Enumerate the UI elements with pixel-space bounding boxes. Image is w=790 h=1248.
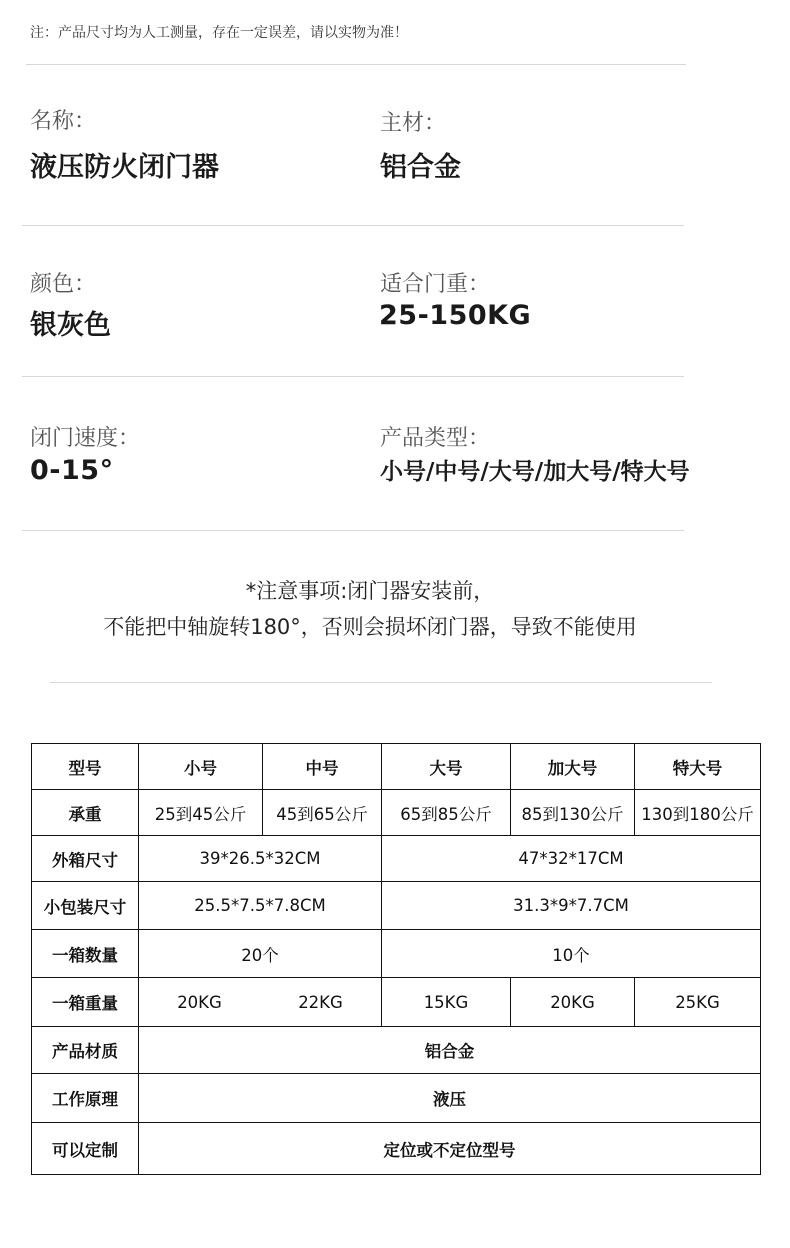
table-cell: 15KG xyxy=(382,978,511,1027)
closing-speed-value: 0-15° xyxy=(30,455,114,486)
table-cell: 25KG xyxy=(635,978,761,1027)
row-label: 工作原理 xyxy=(32,1074,139,1123)
divider xyxy=(26,64,686,65)
header-cell: 加大号 xyxy=(511,744,635,790)
table-cell: 85到130公斤 xyxy=(511,790,635,836)
product-type-label: 产品类型： xyxy=(380,426,491,451)
closing-speed-label: 闭门速度： xyxy=(30,426,141,451)
caution-line-2: 不能把中轴旋转180°，否则会损坏闭门器，导致不能使用 xyxy=(103,615,637,639)
table-cell: 130到180公斤 xyxy=(635,790,761,836)
measurement-note: 注：产品尺寸均为人工测量，存在一定误差，请以实物为准！ xyxy=(30,25,408,41)
name-label: 名称： xyxy=(30,109,97,134)
table-row xyxy=(32,930,761,978)
divider xyxy=(22,376,684,377)
door-weight-label: 适合门重： xyxy=(380,272,491,297)
table-row xyxy=(32,790,761,836)
table-cell: 22KG xyxy=(298,992,343,1012)
table-cell: 45到65公斤 xyxy=(263,790,382,836)
header-cell: 特大号 xyxy=(635,744,761,790)
row-label: 外箱尺寸 xyxy=(32,836,139,882)
row-label: 一箱数量 xyxy=(32,930,139,978)
spec-table xyxy=(31,743,761,1175)
product-type-value: 小号/中号/大号/加大号/特大号 xyxy=(380,459,690,485)
header-cell: 型号 xyxy=(32,744,139,790)
material-label: 主材： xyxy=(380,111,447,136)
table-row xyxy=(32,1074,761,1123)
door-weight-value: 25-150KG xyxy=(379,300,532,331)
row-label: 产品材质 xyxy=(32,1027,139,1074)
table-cell: 定位或不定位型号 xyxy=(139,1123,761,1175)
color-value: 银灰色 xyxy=(30,310,111,341)
table-cell: 31.3*9*7.7CM xyxy=(382,882,761,930)
material-value: 铝合金 xyxy=(380,152,461,183)
table-cell: 25到45公斤 xyxy=(139,790,263,836)
color-label: 颜色： xyxy=(30,272,97,297)
divider xyxy=(50,682,712,683)
divider xyxy=(22,530,684,531)
table-cell: 铝合金 xyxy=(139,1027,761,1074)
row-label: 小包装尺寸 xyxy=(32,882,139,930)
table-row xyxy=(32,978,761,1027)
header-cell: 大号 xyxy=(382,744,511,790)
table-cell: 20个 xyxy=(139,930,382,978)
row-label: 可以定制 xyxy=(32,1123,139,1175)
caution-line-1: *注意事项:闭门器安装前， xyxy=(245,579,495,603)
table-row xyxy=(32,1027,761,1074)
table-row xyxy=(32,1123,761,1175)
table-row xyxy=(32,882,761,930)
header-cell: 中号 xyxy=(263,744,382,790)
table-row xyxy=(32,836,761,882)
table-cell-split xyxy=(139,978,382,1027)
table-row xyxy=(32,744,761,790)
row-label: 承重 xyxy=(32,790,139,836)
divider xyxy=(22,225,684,226)
table-cell: 10个 xyxy=(382,930,761,978)
header-cell: 小号 xyxy=(139,744,263,790)
table-cell: 65到85公斤 xyxy=(382,790,511,836)
table-cell: 39*26.5*32CM xyxy=(139,836,382,882)
table-cell: 20KG xyxy=(177,992,222,1012)
table-cell: 20KG xyxy=(511,978,635,1027)
row-label: 一箱重量 xyxy=(32,978,139,1027)
name-value: 液压防火闭门器 xyxy=(30,152,219,183)
table-cell: 25.5*7.5*7.8CM xyxy=(139,882,382,930)
table-cell: 液压 xyxy=(139,1074,761,1123)
table-cell: 47*32*17CM xyxy=(382,836,761,882)
